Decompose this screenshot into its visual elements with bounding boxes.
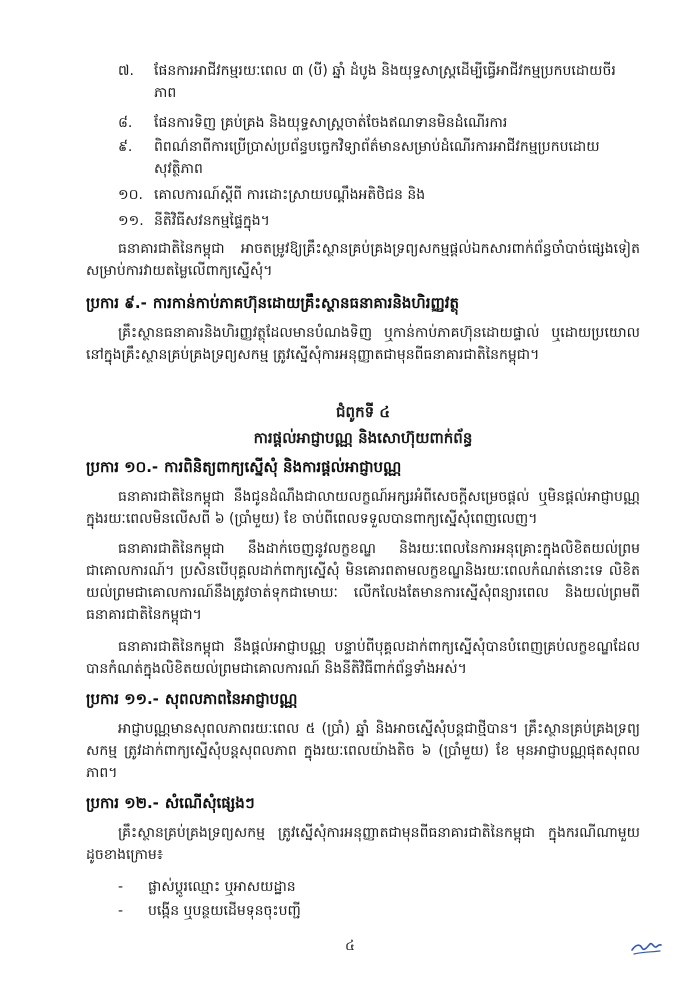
paragraph: គ្រឹះស្ថានធនាគារនិងហិរញ្ញវត្ថុដែលមានបំណងទិញ ឬកាន់កាប់ភាគហ៊ុនដោយផ្ទាល់ ឬដោយប្រយោល នៅក្នុងគ្រឹះស្ថានគ្រប់គ្រងទ្រព្យសកម្ម ត្រូវស្នើសុំការអនុញ្ញាតជាមុនពីធនាគារជាតិនៃកម្ពុជា។ <box>86 325 640 363</box>
list-item-number: ៨. <box>118 115 133 131</box>
list-item-text: ពិពណ៌នាពីការប្រើប្រាស់ប្រព័ន្ធបច្ចេកវិទ្យាព័ត៌មានសម្រាប់ដំណើរការអាជីវកម្មប្រកបដោយសុវត្ថិភាព <box>154 139 600 177</box>
list-item-text: ផែនការទិញ គ្រប់គ្រង និងយុទ្ធសាស្ត្រចាត់ចែងឥណទានមិនដំណើរការ <box>154 115 508 131</box>
list-item-number: ១០. <box>118 187 143 203</box>
paragraph: ធនាគារជាតិនៃកម្ពុជា អាចតម្រូវឱ្យគ្រឹះស្ថានគ្រប់គ្រងទ្រព្យសកម្មផ្តល់ឯកសារពាក់ព័ន្ធចាំបាច់ផ្សេងទៀត សម្រាប់ការវាយតម្លៃលើពាក្យស្នើសុំ។ <box>86 241 640 279</box>
list-item <box>118 60 638 104</box>
paragraph: ធនាគារជាតិនៃកម្ពុជា នឹងជូនដំណឹងជាលាយលក្ខណ៍អក្សរអំពីសេចក្តីសម្រេចផ្តល់ ឬមិនផ្តល់អាជ្ញាបណ្ណ ក្នុងរយៈពេលមិនលើសពី ៦ (ប្រាំមួយ) ខែ ចាប់ពីពេលទទួលបានពាក្យស្នើសុំពេញលេញ។ <box>86 489 640 527</box>
bullet-dash: - <box>118 879 124 895</box>
list-item <box>118 900 618 922</box>
article-number: ប្រការ ១២.- <box>86 794 159 812</box>
bullet-text: បង្កើន ឬបន្ថយដើមទុនចុះបញ្ជី <box>148 903 301 919</box>
article-number: ប្រការ ១០.- <box>86 458 159 476</box>
list-item-text: ផែនការអាជីវកម្មរយៈពេល ៣ (បី) ឆ្នាំ ដំបូង និងយុទ្ធសាស្ត្រដើម្បីធ្វើអាជីវកម្មប្រកបដោយចីរភាព <box>154 63 616 101</box>
article-number: ប្រការ ៩.- <box>86 294 147 312</box>
chapter-title: ការផ្តល់អាជ្ញាបណ្ណ និងសោហ៊ុយពាក់ព័ន្ធ <box>253 429 473 447</box>
paragraph: ធនាគារជាតិនៃកម្ពុជា នឹងដាក់ចេញនូវលក្ខខណ្ឌ និងរយៈពេលនៃការអនុគ្រោះក្នុងលិខិតយល់ព្រមជាគោលការណ៍។ ប្រសិនបើបុគ្គលដាក់ពាក្យស្នើសុំ មិនគោរពតាមលក្ខខណ្ឌនិងរយៈពេលកំណត់នោះទេ លិខិតយល់ព្រមជាគោលការណ៍នឹងត្រូវចាត់ទុកជាមោឃៈ លើកលែងតែមានការស្នើសុំពន្យារពេល និងយល់ព្រមពីធនាគារជាតិនៃកម្ពុជា។ <box>86 541 640 623</box>
bullet-dash: - <box>118 903 124 919</box>
list-item-number: ៧. <box>118 63 134 79</box>
page-number: ៤ <box>345 938 355 954</box>
handwritten-initials <box>628 936 664 958</box>
paragraph: ធនាគារជាតិនៃកម្ពុជា នឹងផ្តល់អាជ្ញាបណ្ណ បន្ទាប់ពីបុគ្គលដាក់ពាក្យស្នើសុំបានបំពេញគ្រប់លក្ខខណ្ឌដែលបានកំណត់ក្នុងលិខិតយល់ព្រមជាគោលការណ៍ និងនីតិវិធីពាក់ព័ន្ធទាំងអស់។ <box>86 639 640 677</box>
paragraph: គ្រឹះស្ថានគ្រប់គ្រងទ្រព្យសកម្ម ត្រូវស្នើសុំការអនុញ្ញាតជាមុនពីធនាគារជាតិនៃកម្ពុជា ក្នុងករណីណាមួយ ដូចខាងក្រោម៖ <box>86 825 640 863</box>
article-heading <box>86 688 646 710</box>
list-item-number: ៩. <box>118 139 133 155</box>
article-heading <box>86 456 646 478</box>
article-title: សំណើសុំផ្សេងៗ <box>164 794 255 812</box>
list-item <box>118 184 638 206</box>
list-item <box>118 112 638 134</box>
article-heading <box>86 292 646 314</box>
list-item <box>118 210 638 232</box>
article-title: សុពលភាពនៃអាជ្ញាបណ្ណ <box>164 690 298 708</box>
article-title: ការកាន់កាប់ភាគហ៊ុនដោយគ្រឹះស្ថានធនាគារនិងហិរញ្ញវត្ថុ <box>152 294 460 312</box>
article-title: ការពិនិត្យពាក្យស្នើសុំ និងការផ្តល់អាជ្ញាបណ្ណ <box>164 458 402 476</box>
list-item <box>118 136 638 180</box>
list-item <box>118 876 618 898</box>
article-number: ប្រការ ១១.- <box>86 690 159 708</box>
list-item-number: ១១. <box>118 213 144 229</box>
article-heading <box>86 792 646 814</box>
list-item-text: គោលការណ៍ស្តីពី ការដោះស្រាយបណ្តឹងអតិថិជន និង <box>154 187 426 203</box>
list-item-text: នីតិវិធីសវនកម្មផ្ទៃក្នុង។ <box>154 213 270 229</box>
chapter-number: ជំពូកទី ៤ <box>336 403 390 421</box>
bullet-text: ផ្លាស់ប្តូរឈ្មោះ ឬអាសយដ្ឋាន <box>148 879 296 895</box>
paragraph: អាជ្ញាបណ្ណមានសុពលភាពរយៈពេល ៥ (ប្រាំ) ឆ្នាំ និងអាចស្នើសុំបន្តជាថ្មីបាន។ គ្រឹះស្ថានគ្រប់គ្រងទ្រព្យសកម្ម ត្រូវដាក់ពាក្យស្នើសុំបន្តសុពលភាព ក្នុងរយៈពេលយ៉ាងតិច ៦ (ប្រាំមួយ) ខែ មុនអាជ្ញាបណ្ណផុតសុពលភាព។ <box>86 721 640 781</box>
